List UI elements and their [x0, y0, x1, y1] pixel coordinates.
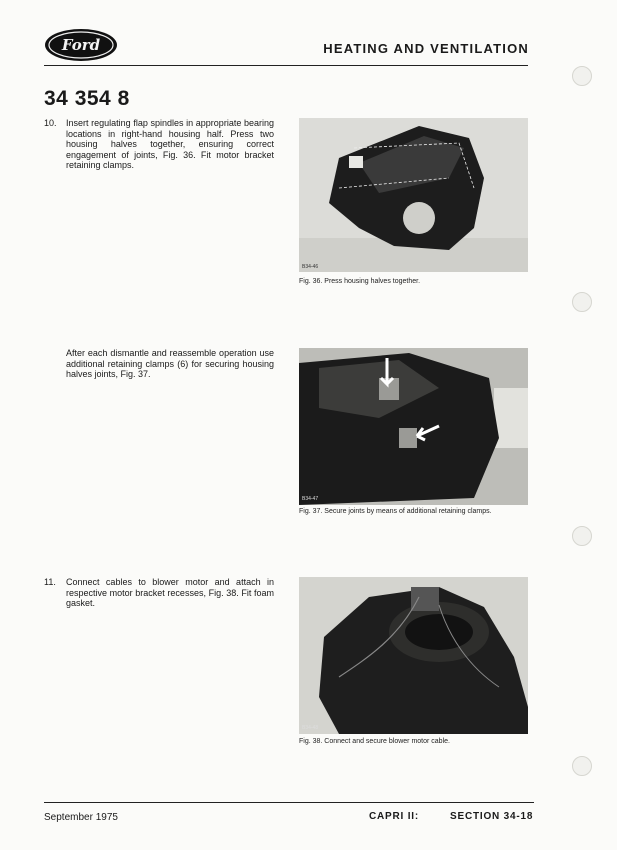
step-text: Connect cables to blower motor and attach in respective motor bracket recesses, Fig. 38. Fit foam gasket.: [66, 577, 274, 608]
logo-text: Ford: [61, 36, 101, 54]
figure-37-photo: [299, 348, 528, 505]
binder-hole: [572, 756, 592, 776]
footer-date: September 1975: [44, 812, 118, 823]
figure-ref: B34-48: [302, 725, 319, 731]
ford-logo: [44, 28, 118, 62]
figure-ref: B34-46: [302, 264, 319, 270]
figure-36-caption: Fig. 36. Press housing halves together.: [299, 278, 421, 285]
step-number: 11.: [44, 577, 56, 587]
note-text: After each dismantle and reassemble operation use additional retaining clamps (6) for securing housing halves joints, Fig. 37.: [66, 348, 274, 379]
binder-hole: [572, 292, 592, 312]
step-text: Insert regulating flap spindles in appropriate bearing locations in right-hand housing half. Press two housing halves together, ensuring correct engagement of joints, Fig. 36. Fit motor bracket retaining clamps.: [66, 118, 274, 170]
figure-38-caption: Fig. 38. Connect and secure blower motor cable.: [299, 738, 450, 745]
binder-hole: [572, 526, 592, 546]
footer-divider: [44, 802, 534, 803]
figure-36-photo: [299, 118, 528, 272]
step-number: 10.: [44, 118, 57, 128]
footer-model: CAPRI II:: [369, 811, 419, 822]
binder-hole: [572, 66, 592, 86]
footer-section: SECTION 34-18: [450, 811, 534, 822]
figure-ref: B34-47: [302, 496, 319, 502]
header-divider: [44, 65, 528, 66]
operation-code: 34 354 8: [44, 87, 130, 110]
step-11: [44, 577, 274, 609]
figure-37-caption: Fig. 37. Secure joints by means of additional retaining clamps.: [299, 508, 492, 515]
step-10: [44, 118, 274, 171]
figure-38-photo: [299, 577, 528, 734]
section-title: HEATING AND VENTILATION: [323, 41, 529, 56]
